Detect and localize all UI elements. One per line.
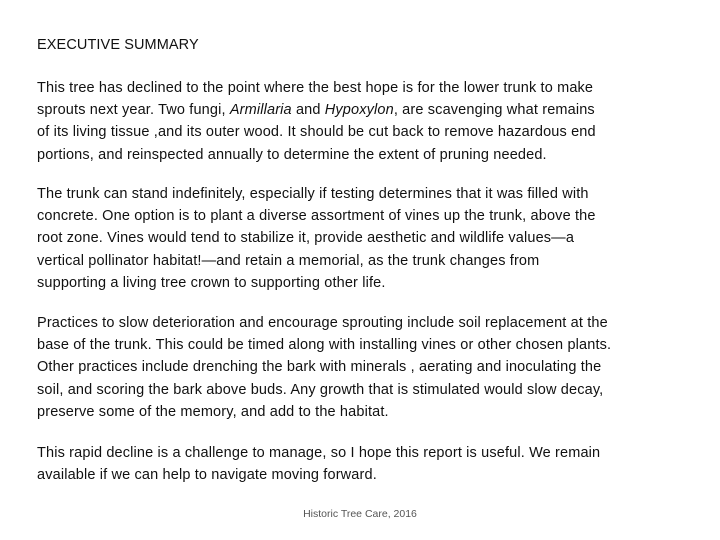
section-heading: EXECUTIVE SUMMARY	[37, 37, 199, 53]
paragraph-line: soil, and scoring the bark above buds. Any growth that is stimulated would slow decay,	[37, 381, 604, 398]
paragraph-line: portions, and reinspected annually to determine the extent of pruning needed.	[37, 146, 547, 163]
page-footer: Historic Tree Care, 2016	[303, 508, 417, 520]
paragraph-line: The trunk can stand indefinitely, especially if testing determines that it was filled with	[37, 186, 589, 202]
italic-term: Hypoxylon	[324, 102, 394, 119]
paragraph-line: Other practices include drenching the bark with minerals , aerating and inoculating the	[37, 359, 602, 376]
paragraph-line: sprouts next year. Two fungi, Armillaria and Hypoxylon, are scavenging what remains	[37, 102, 595, 119]
paragraph-line: available if we can help to navigate moving forward.	[37, 467, 377, 484]
paragraph-line: supporting a living tree crown to supporting other life.	[37, 274, 386, 291]
paragraph-line: root zone. Vines would tend to stabilize it, provide aesthetic and wildlife values—a	[37, 230, 575, 247]
paragraph-line: Practices to slow deterioration and encourage sprouting include soil replacement at the	[37, 315, 608, 331]
paragraph-line: This tree has declined to the point where the best hope is for the lower trunk to make	[37, 80, 594, 96]
paragraph-decline	[37, 77, 697, 166]
paragraph-line: preserve some of the memory, and add to the habitat.	[37, 403, 389, 420]
paragraph-closing	[37, 442, 697, 486]
paragraph-line: This rapid decline is a challenge to manage, so I hope this report is useful. We remain	[37, 445, 601, 461]
paragraph-practices	[37, 312, 697, 423]
paragraph-line: base of the trunk. This could be timed along with installing vines or other chosen plants.	[37, 337, 612, 354]
italic-term: Armillaria	[229, 102, 292, 119]
paragraph-line: vertical pollinator habitat!—and retain a memorial, as the trunk changes from	[37, 252, 540, 269]
paragraph-trunk-vines	[37, 183, 697, 294]
paragraph-line: concrete. One option is to plant a diverse assortment of vines up the trunk, above the	[37, 208, 596, 225]
paragraph-line: of its living tissue ,and its outer wood. It should be cut back to remove hazardous end	[37, 124, 596, 141]
